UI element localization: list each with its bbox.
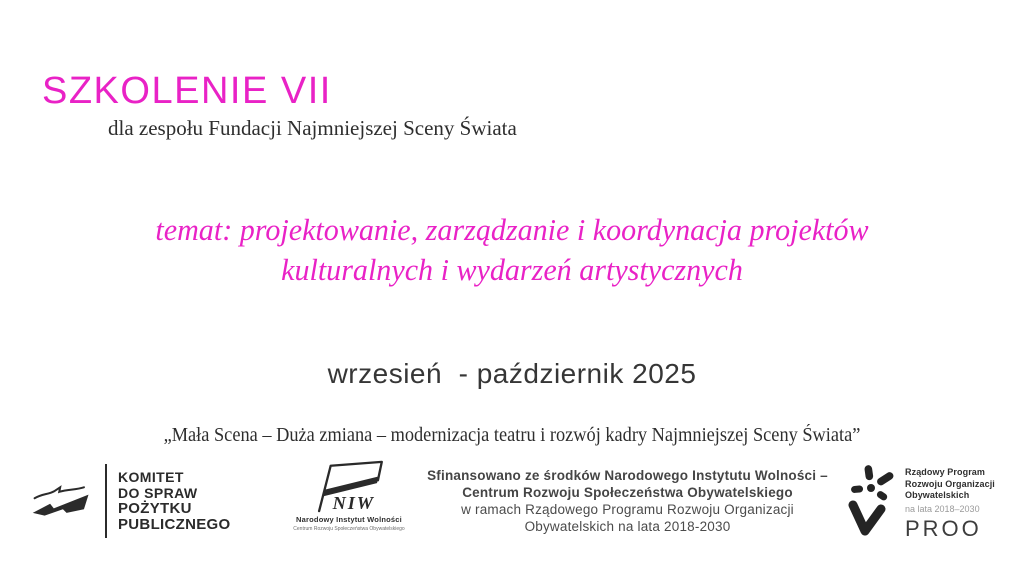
komitet-flag-icon [30, 483, 94, 519]
proo-logo [845, 463, 995, 543]
date-range: wrzesień - październik 2025 [327, 358, 697, 389]
funding-line-3: w ramach Rządowego Programu Rozwoju Organizacji [461, 502, 794, 517]
funding-line-1: Sfinansowano ze środków Narodowego Instytutu Wolności – [427, 468, 828, 483]
komitet-line: KOMITET [118, 468, 184, 485]
funding-line-4: Obywatelskich na lata 2018-2030 [524, 519, 731, 534]
komitet-text [118, 469, 230, 534]
niw-acronym: NIW [332, 493, 376, 513]
proo-line-1: Rządowy Program [905, 467, 986, 477]
niw-subname: Centrum Rozwoju Społeczeństwa Obywatelskiego [293, 525, 405, 532]
niw-flag-icon [310, 459, 388, 513]
niw-name: Narodowy Instytut Wolności [296, 515, 402, 524]
funding-line-2: Centrum Rozwoju Społeczeństwa Obywatelskiego [462, 485, 793, 500]
topic-line-2: kulturalnych i wydarzeń artystycznych [281, 252, 743, 287]
topic-heading [15, 210, 1008, 290]
proo-years: na lata 2018–2030 [905, 503, 980, 514]
topic-line-1: temat: projektowanie, zarządzanie i koordynacja projektów [155, 212, 869, 247]
komitet-logo [30, 464, 230, 538]
proo-flower-icon [845, 463, 897, 543]
proo-acronym: PROO [905, 515, 982, 541]
niw-logo [291, 459, 407, 532]
project-quote: „Mała Scena – Duża zmiana – modernizacja teatru i rozwój kadry Najmniejszej Sceny Świata” [163, 425, 861, 446]
slide-subtitle: dla zespołu Fundacji Najmniejszej Sceny Świata [108, 116, 517, 140]
komitet-divider [105, 464, 107, 538]
proo-line-2: Rozwoju Organizacji [905, 478, 995, 489]
slide-title: SZKOLENIE VII [42, 70, 332, 112]
komitet-line: POŻYTKU [118, 499, 192, 517]
proo-line-3: Obywatelskich [905, 490, 970, 500]
funding-statement [424, 467, 831, 535]
proo-text [905, 463, 995, 543]
komitet-line: DO SPRAW [118, 484, 198, 501]
komitet-line: PUBLICZNEGO [118, 516, 231, 533]
